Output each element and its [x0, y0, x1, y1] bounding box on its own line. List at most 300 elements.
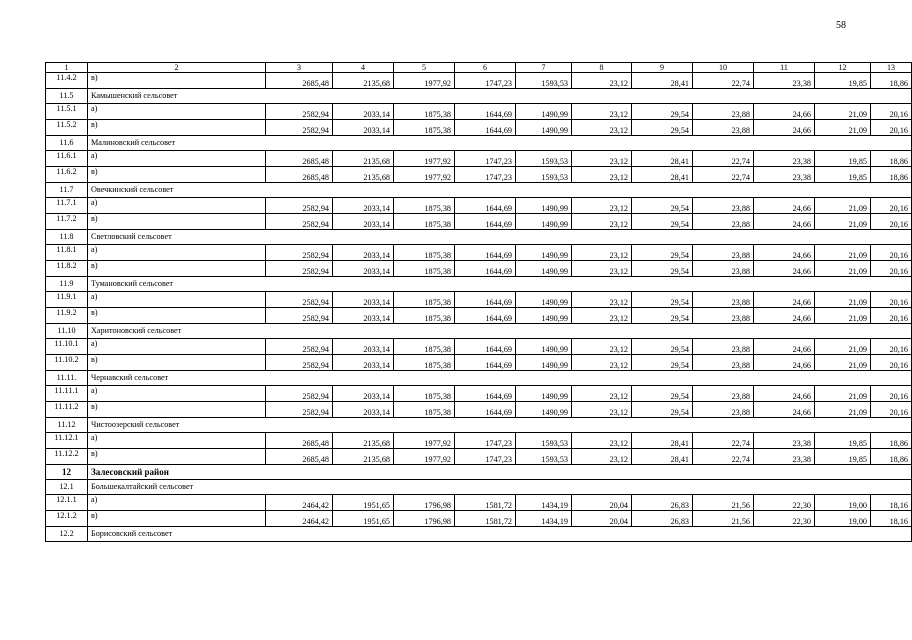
table-row [46, 449, 912, 465]
row-code: 11.8 [46, 230, 88, 245]
row-code: 11.4.2 [46, 73, 88, 89]
table-cell: 1490,99 [516, 386, 572, 402]
table-cell: 28,41 [632, 433, 693, 449]
table-cell: 20,16 [871, 386, 912, 402]
table-cell: 23,12 [572, 151, 632, 167]
table-cell: 1644,69 [455, 261, 516, 277]
table-cell: 23,12 [572, 402, 632, 418]
table-cell: 18,16 [871, 495, 912, 511]
table-cell: 29,54 [632, 339, 693, 355]
table-cell: 2582,94 [266, 386, 333, 402]
column-header: 2 [88, 63, 266, 73]
table-row [46, 402, 912, 418]
row-code: 11.6.1 [46, 151, 88, 167]
row-code: 11.12.2 [46, 449, 88, 465]
row-label: в) [88, 449, 266, 465]
table-cell: 1875,38 [394, 386, 455, 402]
table-cell: 23,12 [572, 214, 632, 230]
table-row [46, 198, 912, 214]
table-cell: 29,54 [632, 308, 693, 324]
table-cell: 1875,38 [394, 292, 455, 308]
table-cell: 20,04 [572, 511, 632, 527]
table-cell: 2582,94 [266, 261, 333, 277]
table-cell: 1875,38 [394, 104, 455, 120]
table-cell: 22,74 [693, 167, 754, 183]
table-row [46, 433, 912, 449]
table-cell: 2135,68 [333, 73, 394, 89]
table-cell: 23,12 [572, 261, 632, 277]
section-title: Светловский сельсовет [88, 230, 912, 245]
table-cell: 24,66 [754, 355, 815, 371]
table-cell: 29,54 [632, 120, 693, 136]
table-cell: 1490,99 [516, 402, 572, 418]
table-cell: 21,09 [815, 245, 871, 261]
table-cell: 24,66 [754, 120, 815, 136]
column-header: 5 [394, 63, 455, 73]
table-cell: 28,41 [632, 167, 693, 183]
table-cell: 23,88 [693, 386, 754, 402]
column-header: 10 [693, 63, 754, 73]
table-cell: 2582,94 [266, 355, 333, 371]
row-code: 11.11.2 [46, 402, 88, 418]
table-cell: 23,12 [572, 449, 632, 465]
table-cell: 21,56 [693, 495, 754, 511]
table-cell: 23,12 [572, 120, 632, 136]
column-header: 12 [815, 63, 871, 73]
table-cell: 1875,38 [394, 261, 455, 277]
section-row [46, 183, 912, 198]
section-title: Камышенский сельсовет [88, 89, 912, 104]
table-cell: 1490,99 [516, 245, 572, 261]
table-cell: 1977,92 [394, 449, 455, 465]
table-cell: 20,16 [871, 261, 912, 277]
table-cell: 23,12 [572, 355, 632, 371]
column-header: 13 [871, 63, 912, 73]
header-row [46, 63, 912, 73]
table-cell: 23,88 [693, 308, 754, 324]
section-title: Борисовский сельсовет [88, 527, 912, 542]
table-cell: 1644,69 [455, 245, 516, 261]
table-cell: 1644,69 [455, 104, 516, 120]
table-cell: 1490,99 [516, 308, 572, 324]
table-cell: 2033,14 [333, 214, 394, 230]
table-cell: 2033,14 [333, 292, 394, 308]
table-cell: 2582,94 [266, 402, 333, 418]
table-cell: 1434,19 [516, 511, 572, 527]
table-body [46, 73, 912, 542]
table-cell: 23,88 [693, 104, 754, 120]
table-cell: 2033,14 [333, 339, 394, 355]
table-cell: 2135,68 [333, 433, 394, 449]
table-cell: 24,66 [754, 339, 815, 355]
table-cell: 21,09 [815, 198, 871, 214]
table-row [46, 511, 912, 527]
table-cell: 29,54 [632, 292, 693, 308]
row-code: 11.7.2 [46, 214, 88, 230]
table-cell: 2582,94 [266, 198, 333, 214]
table-cell: 23,88 [693, 355, 754, 371]
table-row [46, 245, 912, 261]
table-cell: 23,12 [572, 198, 632, 214]
table-cell: 2135,68 [333, 151, 394, 167]
table-cell: 1875,38 [394, 308, 455, 324]
table-cell: 22,74 [693, 449, 754, 465]
section-title: Овечкинский сельсовет [88, 183, 912, 198]
table-cell: 29,54 [632, 214, 693, 230]
table-cell: 23,38 [754, 167, 815, 183]
column-header: 3 [266, 63, 333, 73]
table-cell: 1796,98 [394, 511, 455, 527]
table-cell: 1490,99 [516, 292, 572, 308]
row-code: 11.7.1 [46, 198, 88, 214]
row-label: в) [88, 261, 266, 277]
table-row [46, 151, 912, 167]
section-row [46, 371, 912, 386]
table-cell: 19,85 [815, 449, 871, 465]
table-cell: 1490,99 [516, 198, 572, 214]
table-row [46, 120, 912, 136]
table-cell: 2582,94 [266, 308, 333, 324]
table-cell: 24,66 [754, 402, 815, 418]
row-label: а) [88, 339, 266, 355]
table-cell: 21,09 [815, 386, 871, 402]
table-cell: 23,88 [693, 198, 754, 214]
table-cell: 2582,94 [266, 292, 333, 308]
row-label: в) [88, 167, 266, 183]
table-cell: 2685,48 [266, 449, 333, 465]
table-cell: 21,09 [815, 104, 871, 120]
table-cell: 1490,99 [516, 355, 572, 371]
row-code: 11.5.1 [46, 104, 88, 120]
section-row [46, 418, 912, 433]
row-code: 11.9.2 [46, 308, 88, 324]
row-code: 11.11.1 [46, 386, 88, 402]
table-cell: 20,16 [871, 355, 912, 371]
row-label: а) [88, 198, 266, 214]
table-cell: 1951,65 [333, 495, 394, 511]
table-cell: 1951,65 [333, 511, 394, 527]
row-code: 11.8.1 [46, 245, 88, 261]
column-header: 7 [516, 63, 572, 73]
table-cell: 1747,23 [455, 151, 516, 167]
table-cell: 23,88 [693, 214, 754, 230]
table-cell: 1796,98 [394, 495, 455, 511]
table-cell: 24,66 [754, 386, 815, 402]
table-cell: 23,12 [572, 245, 632, 261]
table-cell: 1875,38 [394, 214, 455, 230]
column-header: 1 [46, 63, 88, 73]
table-cell: 2033,14 [333, 104, 394, 120]
table-cell: 2582,94 [266, 245, 333, 261]
table-cell: 21,09 [815, 261, 871, 277]
row-code: 12.1.1 [46, 495, 88, 511]
table-cell: 2685,48 [266, 433, 333, 449]
table-cell: 21,09 [815, 120, 871, 136]
table-cell: 1875,38 [394, 339, 455, 355]
table-cell: 24,66 [754, 308, 815, 324]
table-cell: 2582,94 [266, 214, 333, 230]
table-cell: 2685,48 [266, 151, 333, 167]
table-cell: 1644,69 [455, 386, 516, 402]
table-cell: 23,12 [572, 386, 632, 402]
table-cell: 1747,23 [455, 449, 516, 465]
column-header: 4 [333, 63, 394, 73]
table-cell: 19,85 [815, 73, 871, 89]
table-cell: 1490,99 [516, 339, 572, 355]
table-cell: 1875,38 [394, 198, 455, 214]
table-cell: 24,66 [754, 245, 815, 261]
table-cell: 21,09 [815, 308, 871, 324]
table-cell: 22,74 [693, 73, 754, 89]
table-row [46, 104, 912, 120]
table-cell: 23,38 [754, 449, 815, 465]
table-cell: 1644,69 [455, 292, 516, 308]
table-cell: 1593,53 [516, 167, 572, 183]
row-label: а) [88, 292, 266, 308]
table-cell: 18,16 [871, 511, 912, 527]
table-cell: 23,88 [693, 339, 754, 355]
table-cell: 24,66 [754, 198, 815, 214]
table-cell: 28,41 [632, 73, 693, 89]
row-code: 11.6.2 [46, 167, 88, 183]
table-cell: 20,16 [871, 308, 912, 324]
table-cell: 29,54 [632, 402, 693, 418]
section-title: Залесовский район [88, 465, 912, 480]
row-label: а) [88, 151, 266, 167]
table-cell: 1490,99 [516, 104, 572, 120]
row-code: 12.1.2 [46, 511, 88, 527]
row-code: 11.5 [46, 89, 88, 104]
table-cell: 18,86 [871, 73, 912, 89]
table-cell: 1747,23 [455, 73, 516, 89]
table-cell: 1490,99 [516, 261, 572, 277]
row-code: 12 [46, 465, 88, 480]
table-cell: 2464,42 [266, 511, 333, 527]
table-cell: 1977,92 [394, 151, 455, 167]
table-cell: 2033,14 [333, 355, 394, 371]
table-cell: 1977,92 [394, 73, 455, 89]
row-code: 12.2 [46, 527, 88, 542]
table-cell: 29,54 [632, 104, 693, 120]
table-cell: 19,85 [815, 151, 871, 167]
table-cell: 1644,69 [455, 198, 516, 214]
table-cell: 1644,69 [455, 402, 516, 418]
section-row [46, 89, 912, 104]
row-code: 11.9.1 [46, 292, 88, 308]
section-title: Чернавский сельсовет [88, 371, 912, 386]
table-cell: 23,12 [572, 73, 632, 89]
table-cell: 2033,14 [333, 120, 394, 136]
table-row [46, 73, 912, 89]
table-cell: 23,88 [693, 245, 754, 261]
row-label: а) [88, 104, 266, 120]
table-cell: 23,12 [572, 339, 632, 355]
row-code: 11.9 [46, 277, 88, 292]
table-cell: 21,09 [815, 292, 871, 308]
table-cell: 2582,94 [266, 120, 333, 136]
table-row [46, 167, 912, 183]
table-cell: 23,12 [572, 167, 632, 183]
table-cell: 19,85 [815, 167, 871, 183]
table-cell: 21,09 [815, 402, 871, 418]
section-row [46, 527, 912, 542]
table-row [46, 355, 912, 371]
section-title: Чистоозерский сельсовет [88, 418, 912, 433]
table-cell: 20,16 [871, 402, 912, 418]
table-cell: 1581,72 [455, 495, 516, 511]
section-row [46, 324, 912, 339]
table-cell: 23,88 [693, 120, 754, 136]
table-cell: 1434,19 [516, 495, 572, 511]
table-cell: 1644,69 [455, 120, 516, 136]
table-row [46, 339, 912, 355]
table-cell: 23,38 [754, 151, 815, 167]
table-cell: 2685,48 [266, 73, 333, 89]
table-cell: 20,16 [871, 120, 912, 136]
table-cell: 2135,68 [333, 167, 394, 183]
row-label: в) [88, 355, 266, 371]
table-cell: 19,00 [815, 495, 871, 511]
row-label: а) [88, 386, 266, 402]
table-cell: 20,16 [871, 198, 912, 214]
section-row [46, 136, 912, 151]
row-label: а) [88, 245, 266, 261]
section-row [46, 277, 912, 292]
table-cell: 2033,14 [333, 245, 394, 261]
row-label: в) [88, 120, 266, 136]
table-cell: 2135,68 [333, 449, 394, 465]
table-cell: 20,04 [572, 495, 632, 511]
row-label: в) [88, 308, 266, 324]
row-code: 11.10.2 [46, 355, 88, 371]
table-cell: 19,00 [815, 511, 871, 527]
table-cell: 2033,14 [333, 386, 394, 402]
column-header: 8 [572, 63, 632, 73]
table-cell: 1593,53 [516, 449, 572, 465]
table-cell: 2582,94 [266, 104, 333, 120]
table-cell: 26,83 [632, 511, 693, 527]
table-cell: 21,09 [815, 355, 871, 371]
table-cell: 20,16 [871, 214, 912, 230]
table-cell: 2582,94 [266, 339, 333, 355]
table-cell: 21,56 [693, 511, 754, 527]
table-cell: 20,16 [871, 292, 912, 308]
table-cell: 1581,72 [455, 511, 516, 527]
row-label: в) [88, 214, 266, 230]
table-cell: 18,86 [871, 167, 912, 183]
table-cell: 2033,14 [333, 198, 394, 214]
table-cell: 23,12 [572, 308, 632, 324]
row-label: а) [88, 433, 266, 449]
section-title: Харитоновский сельсовет [88, 324, 912, 339]
table-cell: 1875,38 [394, 355, 455, 371]
column-header: 6 [455, 63, 516, 73]
table-cell: 23,88 [693, 292, 754, 308]
table-cell: 1644,69 [455, 308, 516, 324]
table-cell: 1593,53 [516, 433, 572, 449]
table-cell: 1644,69 [455, 355, 516, 371]
table-cell: 2033,14 [333, 402, 394, 418]
section-title: Большекалтайский сельсовет [88, 480, 912, 495]
row-label: в) [88, 402, 266, 418]
table-cell: 20,16 [871, 104, 912, 120]
table-cell: 29,54 [632, 245, 693, 261]
row-code: 11.12 [46, 418, 88, 433]
table-cell: 1875,38 [394, 245, 455, 261]
table-row [46, 292, 912, 308]
tariff-table [45, 62, 912, 542]
table-cell: 1875,38 [394, 402, 455, 418]
table-cell: 24,66 [754, 214, 815, 230]
table-cell: 19,85 [815, 433, 871, 449]
table-cell: 28,41 [632, 449, 693, 465]
table-cell: 23,38 [754, 433, 815, 449]
table-cell: 22,30 [754, 495, 815, 511]
table-cell: 20,16 [871, 339, 912, 355]
row-code: 11.10 [46, 324, 88, 339]
table-cell: 24,66 [754, 292, 815, 308]
table-cell: 23,88 [693, 261, 754, 277]
table-row [46, 261, 912, 277]
table-cell: 1977,92 [394, 167, 455, 183]
table-row [46, 308, 912, 324]
table-cell: 23,12 [572, 292, 632, 308]
section-row [46, 465, 912, 480]
table-cell: 2033,14 [333, 261, 394, 277]
table-row [46, 214, 912, 230]
table-cell: 29,54 [632, 386, 693, 402]
table-cell: 18,86 [871, 449, 912, 465]
row-label: в) [88, 511, 266, 527]
table-cell: 22,74 [693, 433, 754, 449]
table-cell: 23,12 [572, 433, 632, 449]
table-cell: 21,09 [815, 339, 871, 355]
table-cell: 28,41 [632, 151, 693, 167]
table-cell: 1977,92 [394, 433, 455, 449]
row-code: 11.6 [46, 136, 88, 151]
table-cell: 24,66 [754, 261, 815, 277]
table-cell: 1593,53 [516, 151, 572, 167]
table-cell: 23,12 [572, 104, 632, 120]
row-code: 11.12.1 [46, 433, 88, 449]
row-code: 12.1 [46, 480, 88, 495]
table-cell: 20,16 [871, 245, 912, 261]
table-cell: 1490,99 [516, 120, 572, 136]
row-code: 11.5.2 [46, 120, 88, 136]
table-cell: 2464,42 [266, 495, 333, 511]
table-cell: 22,30 [754, 511, 815, 527]
table-cell: 24,66 [754, 104, 815, 120]
section-title: Малиновский сельсовет [88, 136, 912, 151]
table-cell: 22,74 [693, 151, 754, 167]
row-code: 11.7 [46, 183, 88, 198]
table-row [46, 386, 912, 402]
column-header: 11 [754, 63, 815, 73]
table-cell: 29,54 [632, 355, 693, 371]
row-label: а) [88, 495, 266, 511]
table-cell: 1644,69 [455, 339, 516, 355]
table-cell: 1644,69 [455, 214, 516, 230]
table-cell: 18,86 [871, 433, 912, 449]
row-code: 11.10.1 [46, 339, 88, 355]
column-header: 9 [632, 63, 693, 73]
table-cell: 29,54 [632, 261, 693, 277]
section-row [46, 480, 912, 495]
table-cell: 23,88 [693, 402, 754, 418]
table-cell: 1490,99 [516, 214, 572, 230]
section-row [46, 230, 912, 245]
table-cell: 18,86 [871, 151, 912, 167]
